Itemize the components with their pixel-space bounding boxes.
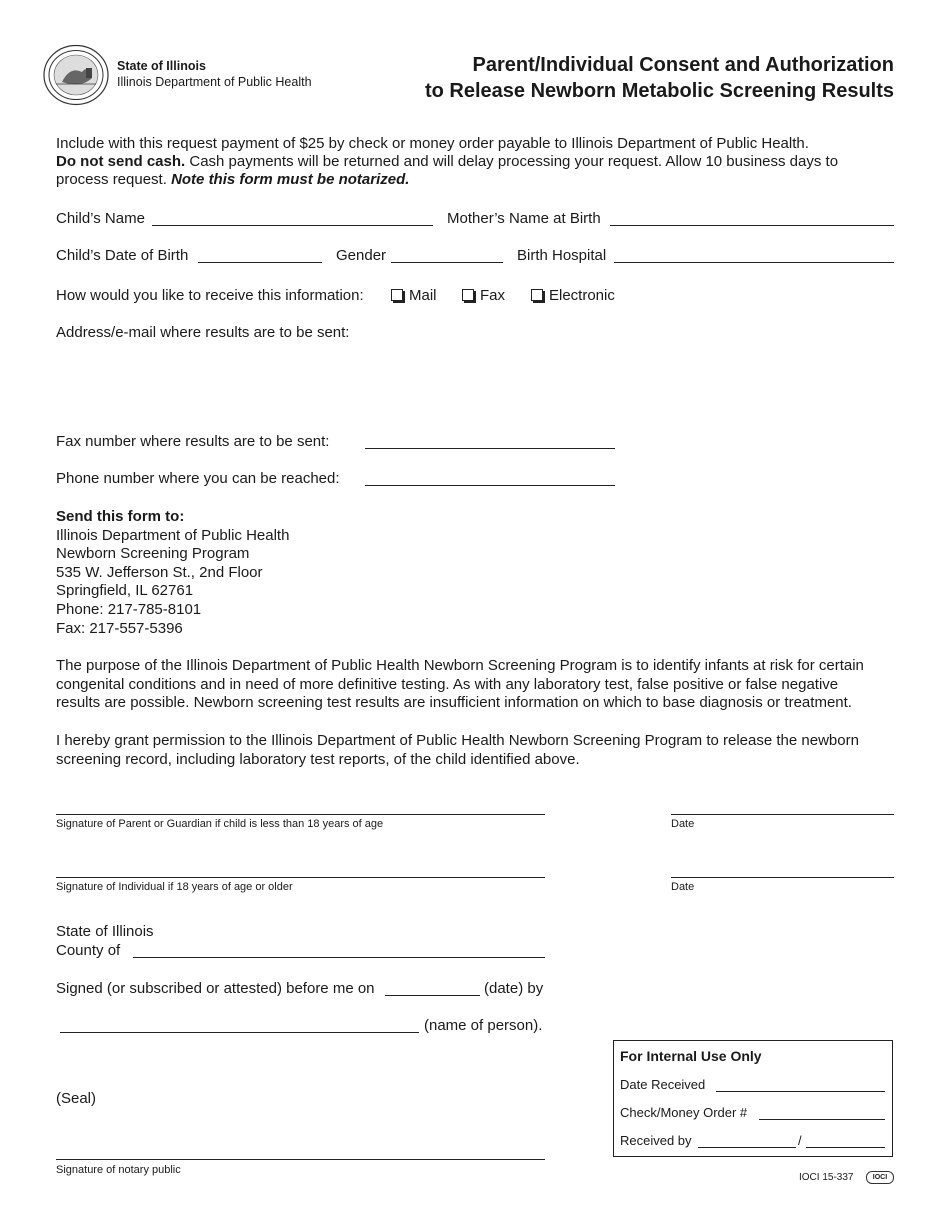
name-of-person-label: (name of person). (424, 1017, 543, 1034)
option-electronic-label: Electronic (549, 287, 615, 304)
notary-signature-line[interactable] (56, 1159, 545, 1160)
dob-field[interactable] (198, 262, 322, 263)
purpose-line: congenital conditions and in need of more definitive testing. As with any laboratory test, false positive or false negative (56, 675, 839, 693)
received-by-slash: / (798, 1133, 802, 1148)
intro-line2: Cash payments will be returned and will delay processing your request. Allow 10 business days to (185, 153, 839, 170)
form-title-line1: Parent/Individual Consent and Authorization (472, 54, 894, 76)
purpose-line: The purpose of the Illinois Department of Public Health Newborn Screening Program is to identify infants at risk for certain (56, 657, 864, 674)
header-state: State of Illinois (117, 59, 206, 73)
dob-label: Child’s Date of Birth (56, 247, 189, 264)
send-to-line: Springfield, IL 62761 (56, 582, 194, 600)
form-code: IOCI 15-337 (799, 1172, 854, 1183)
option-fax[interactable] (462, 287, 505, 305)
individual-signature-line[interactable] (56, 877, 545, 878)
intro-note: Note this form must be notarized. (171, 171, 410, 188)
notary-signature-caption: Signature of notary public (56, 1164, 181, 1176)
gender-label: Gender (336, 247, 387, 264)
date-by-label: (date) by (484, 980, 544, 997)
intro-line1: Include with this request payment of $25 by check or money order payable to Illinois Department of Public Health. (56, 135, 809, 152)
signed-before-label: Signed (or subscribed or attested) before me on (56, 980, 375, 997)
individual-date-caption: Date (671, 881, 695, 893)
parent-date-line[interactable] (671, 814, 894, 815)
received-by-label: Received by (620, 1133, 692, 1148)
send-to-heading: Send this form to: (56, 508, 185, 525)
fax-label: Fax number where results are to be sent: (56, 433, 330, 450)
intro-bold: Do not send cash. (56, 153, 186, 170)
name-of-person-field[interactable] (60, 1032, 419, 1033)
parent-signature-line[interactable] (56, 814, 545, 815)
ioci-logo: IOCI (866, 1171, 894, 1184)
signed-date-field[interactable] (385, 995, 480, 996)
birth-hospital-label: Birth Hospital (517, 247, 607, 264)
received-by-field-1[interactable] (698, 1147, 796, 1148)
intro-line3: process request. (56, 171, 172, 188)
notary-county-field[interactable] (133, 957, 545, 958)
check-money-order-label: Check/Money Order # (620, 1105, 748, 1120)
fax-checkbox[interactable] (462, 289, 474, 301)
parent-date-caption: Date (671, 818, 695, 830)
option-mail[interactable] (391, 287, 437, 305)
birth-hospital-field[interactable] (614, 262, 894, 263)
received-by-field-2[interactable] (806, 1147, 885, 1148)
individual-signature-caption: Signature of Individual if 18 years of age or older (56, 881, 293, 893)
date-received-label: Date Received (620, 1077, 706, 1092)
option-electronic[interactable] (531, 287, 615, 305)
permission-line: screening record, including laboratory test reports, of the child identified above. (56, 750, 580, 768)
electronic-checkbox[interactable] (531, 289, 543, 301)
mothers-name-field[interactable] (610, 225, 894, 226)
permission-line: I hereby grant permission to the Illinois Department of Public Health Newborn Screening Program to release the newborn (56, 732, 859, 749)
purpose-line: results are possible. Newborn screening test results are insufficient information on which to base diagnosis or treatment. (56, 694, 852, 711)
gender-field[interactable] (391, 262, 503, 263)
mothers-name-label: Mother’s Name at Birth (447, 210, 601, 227)
receive-question: How would you like to receive this information: (56, 287, 364, 304)
childs-name-label: Child’s Name (56, 210, 145, 227)
option-fax-label: Fax (480, 287, 506, 304)
send-to-line: Illinois Department of Public Health (56, 526, 290, 544)
phone-label: Phone number where you can be reached: (56, 470, 340, 487)
send-to-block (56, 508, 289, 638)
send-to-line: Phone: 217-785-8101 (56, 600, 202, 618)
individual-date-line[interactable] (671, 877, 894, 878)
parent-signature-caption: Signature of Parent or Guardian if child is less than 18 years of age (56, 818, 384, 830)
mail-checkbox[interactable] (391, 289, 403, 301)
address-label: Address/e-mail where results are to be sent: (56, 324, 350, 341)
send-to-line: Newborn Screening Program (56, 545, 250, 563)
check-money-order-field[interactable] (759, 1119, 885, 1120)
seal-label: (Seal) (56, 1090, 97, 1107)
form-title-line2: to Release Newborn Metabolic Screening Results (424, 80, 894, 102)
fax-field[interactable] (365, 448, 615, 449)
internal-use-box (613, 1040, 893, 1157)
purpose-paragraph (56, 657, 916, 713)
notary-state: State of Illinois (56, 923, 154, 940)
childs-name-field[interactable] (152, 225, 433, 226)
send-to-line: Fax: 217-557-5396 (56, 619, 183, 637)
permission-paragraph (56, 732, 916, 769)
option-mail-label: Mail (409, 287, 437, 304)
notary-county-label: County of (56, 942, 121, 959)
state-seal (42, 44, 110, 106)
send-to-line: 535 W. Jefferson St., 2nd Floor (56, 563, 263, 581)
date-received-field[interactable] (716, 1091, 885, 1092)
header-dept: Illinois Department of Public Health (117, 75, 312, 89)
internal-use-title: For Internal Use Only (620, 1048, 762, 1064)
phone-field[interactable] (365, 485, 615, 486)
